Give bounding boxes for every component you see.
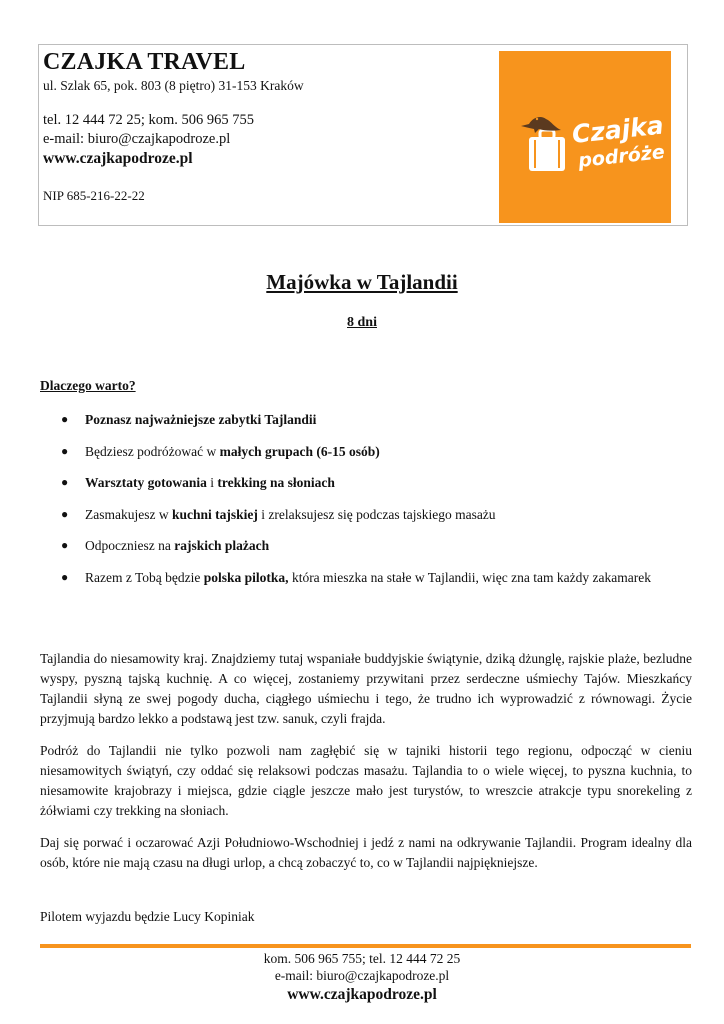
bullet-dot-icon: ● — [61, 443, 69, 458]
company-logo — [499, 51, 671, 223]
bullet-dot-icon: ● — [61, 475, 69, 489]
company-email[interactable]: e-mail: biuro@czajkapodroze.pl — [43, 131, 231, 147]
bullet-bold-text: rajskich plażach — [174, 538, 270, 553]
logo-text-line1: Czajka — [570, 110, 665, 149]
bullet-text: która mieszka na stałe w Tajlandii, więc zna tam każdy zakamarek — [288, 569, 651, 585]
bullet-dot-icon: ● — [61, 412, 69, 426]
bullet-text: Razem z Tobą będzie — [85, 569, 204, 585]
description-paragraphs — [40, 649, 692, 885]
footer-phones: kom. 506 965 755; tel. 12 444 72 25 — [263, 951, 461, 966]
why-bullet-item — [40, 473, 692, 492]
why-bullet-item — [40, 505, 692, 524]
footer — [0, 950, 724, 1005]
company-phone: tel. 12 444 72 25; kom. 506 965 755 — [43, 112, 255, 128]
bullet-text: i zrelaksujesz się podczas tajskiego masażu — [257, 506, 496, 522]
why-bullet-item — [40, 442, 692, 461]
footer-divider — [40, 944, 691, 948]
trip-title: Majówka w Tajlandii — [266, 270, 458, 294]
description-paragraph: Tajlandia do niesamowity kraj. Znajdziemy tutaj wspaniałe buddyjskie świątynie, dziką dżunglę, rajskie plaże, bezludne wyspy, pyszną tajską kuchnię. A co więcej, zostaniemy przywitani przez serdeczne uśmiechy Tajów. Mieszkańcy Tajlandii słyną ze swej pogody ducha, ciągłego uśmiechu i tego, że trudno ich wyprowadzić z równowagi. Życie przyjmują bardzo lekko a podstawą jest tzw. sanuk, czyli frajda. — [40, 651, 692, 726]
why-bullet-item — [40, 568, 692, 587]
bullet-text: Odpoczniesz na — [85, 538, 175, 553]
company-website-link[interactable]: www.czajkapodroze.pl — [43, 150, 193, 167]
bullet-bold-text: małych grupach (6-15 osób) — [219, 443, 380, 459]
bullet-dot-icon: ● — [61, 569, 69, 584]
company-header — [38, 44, 688, 226]
company-address: ul. Szlak 65, pok. 803 (8 piętro) 31-153 Kraków — [43, 78, 304, 93]
description-paragraph: Podróż do Tajlandii nie tylko pozwoli nam zagłębić się w tajniki historii tego regionu, odpocząć w cieniu niesamowitych świątyń, czy oddać się relaksowi podczas masażu. Tajlandia to o wiele więcej, to pyszna kuchnia, to niesamowite krajobrazy i miejsca, gdzie ciągle jeszcze mało jest turystów, to wreszcie atrakcje typu snorekeling z żółwiami czy trekking na słoniach. — [40, 743, 692, 818]
bullet-dot-icon: ● — [61, 506, 69, 521]
contact-block — [43, 111, 254, 168]
footer-email[interactable]: e-mail: biuro@czajkapodroze.pl — [274, 968, 450, 983]
bullet-bold-text: polska pilotka, — [203, 569, 289, 585]
pilot-info: Pilotem wyjazdu będzie Lucy Kopiniak — [40, 909, 255, 924]
why-bullet-item — [40, 410, 692, 429]
logo-text-line2: podróże — [577, 141, 666, 172]
bullet-text: Zasmakujesz w — [85, 506, 172, 522]
bullet-bold-text: Poznasz najważniejsze zabytki Tajlandii — [85, 412, 317, 427]
bullet-bold-text: Warsztaty gotowania — [85, 475, 207, 490]
company-nip: NIP 685-216-22-22 — [43, 188, 145, 203]
bullet-bold-text: trekking na słoniach — [217, 475, 335, 490]
suitcase-bird-logo-icon — [499, 51, 671, 223]
why-bullet-list — [40, 410, 692, 599]
why-heading: Dlaczego warto? — [40, 378, 136, 393]
trip-duration: 8 dni — [347, 315, 377, 330]
footer-website-link[interactable]: www.czajkapodroze.pl — [287, 986, 437, 1003]
why-bullet-item — [40, 536, 692, 555]
bullet-dot-icon: ● — [61, 538, 69, 552]
bullet-text: i — [206, 475, 218, 490]
description-paragraph: Daj się porwać i oczarować Azji Południowo-Wschodniej i jedź z nami na odkrywanie Tajlandii. Program idealny dla osób, które nie mają czasu na długi urlop, a chcą zobaczyć to, co w Tajlandii najpiękniejsze. — [40, 835, 692, 870]
company-name: CZAJKA TRAVEL — [43, 49, 246, 75]
bullet-text: Będziesz podróżować w — [85, 443, 220, 459]
bullet-bold-text: kuchni tajskiej — [171, 506, 258, 522]
